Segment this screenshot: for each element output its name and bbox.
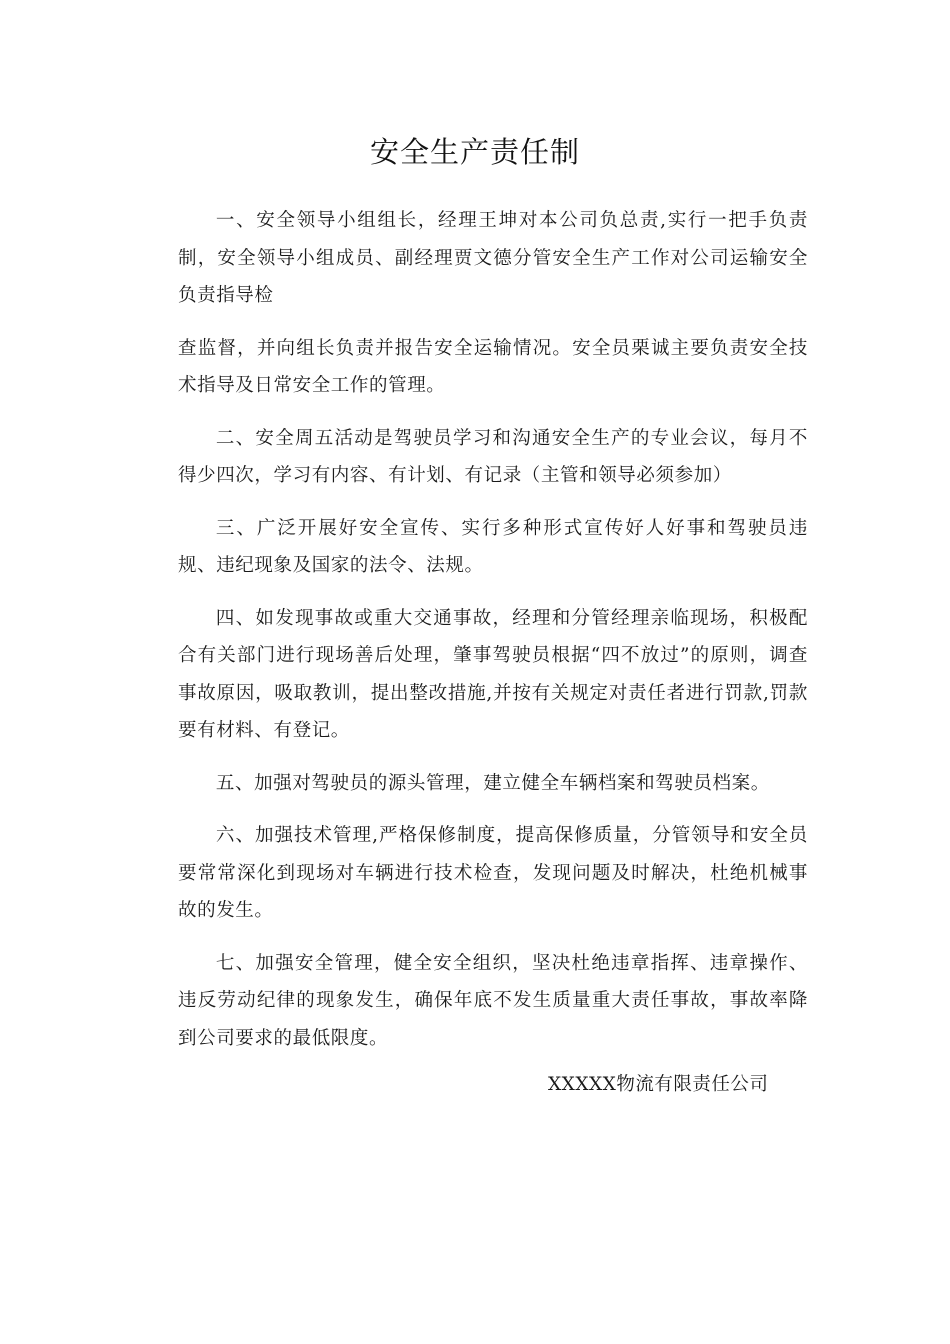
paragraph-6: 六、加强技术管理,严格保修制度，提高保修质量，分管领导和安全员要常常深化到现场对车辆进行技术检查，发现问题及时解决，杜绝机械事故的发生。 bbox=[178, 825, 808, 921]
company-signature: XXXXX物流有限责任公司 bbox=[548, 1074, 769, 1095]
paragraph-7: 七、加强安全管理，健全安全组织，坚决杜绝违章指挥、违章操作、违反劳动纪律的现象发生，确保年底不发生质量重大责任事故，事故率降到公司要求的最低限度。 bbox=[178, 952, 808, 1049]
document-body bbox=[178, 202, 808, 1072]
paragraph-5: 五、加强对驾驶员的源头管理，建立健全车辆档案和驾驶员档案。 bbox=[215, 772, 770, 794]
paragraph-2: 二、安全周五活动是驾驶员学习和沟通安全生产的专业会议，每月不得少四次，学习有内容、有计划、有记录（主管和领导必须参加） bbox=[178, 427, 808, 486]
document-title: 安全生产责任制 bbox=[369, 135, 580, 169]
paragraph-4: 四、如发现事故或重大交通事故，经理和分管经理亲临现场，积极配合有关部门进行现场善后处理，肇事驾驶员根据“四不放过”的原则，调查事故原因，吸取教训，提出整改措施,并按有关规定对责任者进行罚款,罚款要有材料、有登记。 bbox=[178, 607, 808, 741]
paragraph-1-continued: 查监督，并向组长负责并报告安全运输情况。安全员栗诚主要负责安全技术指导及日常安全工作的管理。 bbox=[178, 337, 808, 396]
paragraph-3: 三、广泛开展好安全宣传、实行多种形式宣传好人好事和驾驶员违规、违纪现象及国家的法令、法规。 bbox=[178, 517, 808, 576]
paragraph-1: 一、安全领导小组组长，经理王坤对本公司负总责,实行一把手负责制，安全领导小组成员、副经理贾文德分管安全生产工作对公司运输安全负责指导检 bbox=[178, 210, 808, 306]
